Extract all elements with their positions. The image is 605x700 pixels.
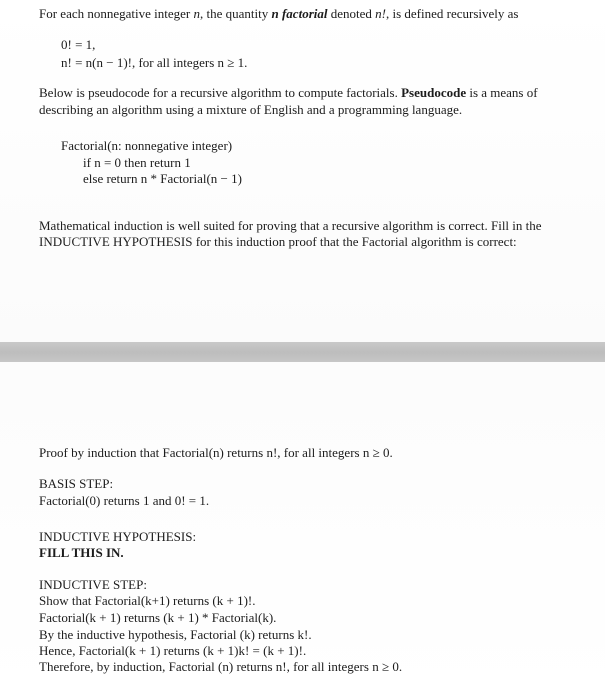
- inductive-step-heading: INDUCTIVE STEP:: [39, 577, 147, 592]
- question-panel: [0, 0, 605, 342]
- inductive-step-line3: By the inductive hypothesis, Factorial (k) returns k!.: [39, 627, 312, 642]
- intro-text-4: , is defined recursively as: [385, 6, 519, 21]
- intro-var-n: n: [193, 6, 200, 21]
- basis-step-text: Factorial(0) returns 1 and 0! = 1.: [39, 493, 210, 508]
- intro-text-3: denoted: [327, 6, 376, 21]
- pseudocode-if-line: if n = 0 then return 1: [83, 155, 191, 170]
- proof-panel: [0, 362, 605, 700]
- induction-prompt-line2: INDUCTIVE HYPOTHESIS for this induction proof that the Factorial algorithm is correct:: [39, 234, 517, 249]
- definition-base-case: 0! = 1,: [61, 37, 96, 52]
- pseudocode-signature: Factorial(n: nonnegative integer): [61, 138, 233, 153]
- intro-text-1: For each nonnegative integer: [39, 6, 194, 21]
- pseudocode-intro-line1: [39, 85, 538, 101]
- induction-prompt-line1: Mathematical induction is well suited for proving that a recursive algorithm is correct. Fill in the: [39, 218, 542, 233]
- intro-sentence: [39, 6, 518, 22]
- pseudocode-intro-text-end: is a means of: [466, 85, 538, 100]
- inductive-hypothesis-placeholder: FILL THIS IN.: [39, 545, 124, 560]
- proof-title: Proof by induction that Factorial(n) returns n!, for all integers n ≥ 0.: [39, 445, 393, 460]
- section-divider: [0, 342, 605, 362]
- intro-bold-term: n factorial: [271, 6, 328, 21]
- pseudocode-term: Pseudocode: [401, 85, 467, 100]
- intro-text-2: , the quantity: [200, 6, 272, 21]
- basis-step-heading: BASIS STEP:: [39, 476, 114, 491]
- inductive-step-line5: Therefore, by induction, Factorial (n) returns n!, for all integers n ≥ 0.: [39, 659, 403, 674]
- intro-var-nfact: n!: [375, 6, 386, 21]
- inductive-step-line1: Show that Factorial(k+1) returns (k + 1)!.: [39, 593, 256, 608]
- inductive-step-line2: Factorial(k + 1) returns (k + 1) * Factorial(k).: [39, 610, 277, 625]
- pseudocode-else-line: else return n * Factorial(n − 1): [83, 171, 242, 186]
- definition-recursive-case: n! = n(n − 1)!, for all integers n ≥ 1.: [61, 55, 248, 70]
- inductive-step-line4: Hence, Factorial(k + 1) returns (k + 1)k! = (k + 1)!.: [39, 643, 307, 658]
- pseudocode-intro-text: Below is pseudocode for a recursive algorithm to compute factorials.: [39, 85, 402, 100]
- pseudocode-intro-line2: describing an algorithm using a mixture of English and a programming language.: [39, 102, 463, 117]
- inductive-hypothesis-heading: INDUCTIVE HYPOTHESIS:: [39, 529, 197, 544]
